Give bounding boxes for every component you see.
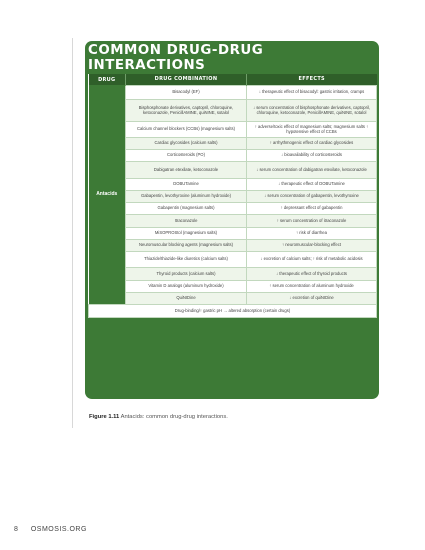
combination-cell: Bisacodyl (EF) (126, 85, 247, 99)
effect-cell: ↑ adverse/toxic effect of magnesium salts; magnesium salts ↑ hypotensive effect of CCBs (247, 121, 377, 137)
figure-label: Figure 1.11 (89, 414, 120, 420)
table-row (89, 202, 377, 214)
figure-text: Antacids: common drug-drug interactions. (120, 414, 228, 420)
effect-cell: ↓ bioavailability of corticosteroids (247, 149, 377, 161)
drug-cell: Antacids (89, 85, 126, 304)
header-drug: DRUG (89, 74, 126, 85)
combination-cell: Neuromuscular blocking agents (magnesium salts) (126, 239, 247, 251)
combination-cell: DOBUTamine (126, 178, 247, 190)
combination-cell: Calcium channel blockers (CCBs) (magnesium salts) (126, 121, 247, 137)
combination-cell: Thiazide/thiazide-like diuretics (calcium salts) (126, 251, 247, 267)
combination-cell: Gabapentin, levothyroxine (aluminum hydroxide) (126, 190, 247, 202)
table-row (89, 214, 377, 227)
combination-cell: QuiNIDine (126, 292, 247, 304)
footer-note: Drug-binding/↑ gastric pH → altered absorption (certain drugs) (89, 304, 377, 317)
effect-cell: ↑ neuromuscular-blocking effect (247, 239, 377, 251)
table-row (89, 137, 377, 149)
combination-cell: Itraconazole (126, 214, 247, 227)
table-row (89, 239, 377, 251)
table-row (89, 161, 377, 178)
table-row (89, 267, 377, 280)
table-row (89, 149, 377, 161)
footer-source: OSMOSIS.ORG (30, 526, 87, 533)
effect-cell: ↓ serum concentration of bisphosphonate derivatives, captopril, chloroquine, ketoconazole, PenicillAMINE, quiNINE, sotalol (247, 99, 377, 121)
table-row (89, 227, 377, 239)
effect-cell: ↓ therapeutic effect of DOBUTamine (247, 178, 377, 190)
effect-cell: ↑ risk of diarrhea (247, 227, 377, 239)
margin-rule (72, 38, 73, 428)
table-row (89, 292, 377, 304)
table-row (89, 85, 377, 99)
table-row (89, 121, 377, 137)
page-footer (14, 526, 87, 533)
combination-cell: Thyroid products (calcium salts) (126, 267, 247, 280)
table-row (89, 190, 377, 202)
footer-row (89, 304, 377, 317)
combination-cell: Bisphosphonate derivatives, captopril, chloroquine, ketoconazole, PenicillAMINE, quiNINE, sotalol (126, 99, 247, 121)
header-effects: EFFECTS (247, 74, 377, 85)
header-row (89, 74, 377, 85)
figure-caption (89, 414, 228, 420)
table-row (89, 99, 377, 121)
combination-cell: Gabapentin (magnesium salts) (126, 202, 247, 214)
table-body (88, 74, 376, 318)
combination-cell: Dabigatran etexilate, ketoconazole (126, 161, 247, 178)
table-row (89, 178, 377, 190)
effect-cell: ↑ serum concentration of aluminum hydroxide (247, 280, 377, 292)
effect-cell: ↓ excretion of calcium salts; ↑ risk of metabolic acidosis (247, 251, 377, 267)
page-number: 8 (14, 526, 19, 533)
combination-cell: Cardiac glycosides (calcium salts) (126, 137, 247, 149)
header-combination: DRUG COMBINATION (126, 74, 247, 85)
interactions-table (88, 74, 377, 318)
effect-cell: ↑ depressant effect of gabapentin (247, 202, 377, 214)
effect-cell: ↓ therapeutic effect of thyroid products (247, 267, 377, 280)
effect-cell: ↓ serum concentration of dabigatran etexilate, ketoconazole (247, 161, 377, 178)
combination-cell: Vitamin D analogs (aluminum hydroxide) (126, 280, 247, 292)
table-row (89, 280, 377, 292)
combination-cell: Corticosteroids (PO) (126, 149, 247, 161)
table-title: COMMON DRUG-DRUG INTERACTIONS (88, 42, 264, 73)
effect-cell: ↓ serum concentration of gabapentin, levothyroxine (247, 190, 377, 202)
effect-cell: ↑ arrhythmogenic effect of cardiac glycosides (247, 137, 377, 149)
table-row (89, 251, 377, 267)
combination-cell: MiSOPROStol (magnesium salts) (126, 227, 247, 239)
effect-cell: ↓ therapeutic effect of bisacodyl: gastric irritation, cramps (247, 85, 377, 99)
interactions-table-card (85, 41, 379, 399)
effect-cell: ↓ excretion of quiNIDine (247, 292, 377, 304)
effect-cell: ↑ serum concentration of itraconazole (247, 214, 377, 227)
